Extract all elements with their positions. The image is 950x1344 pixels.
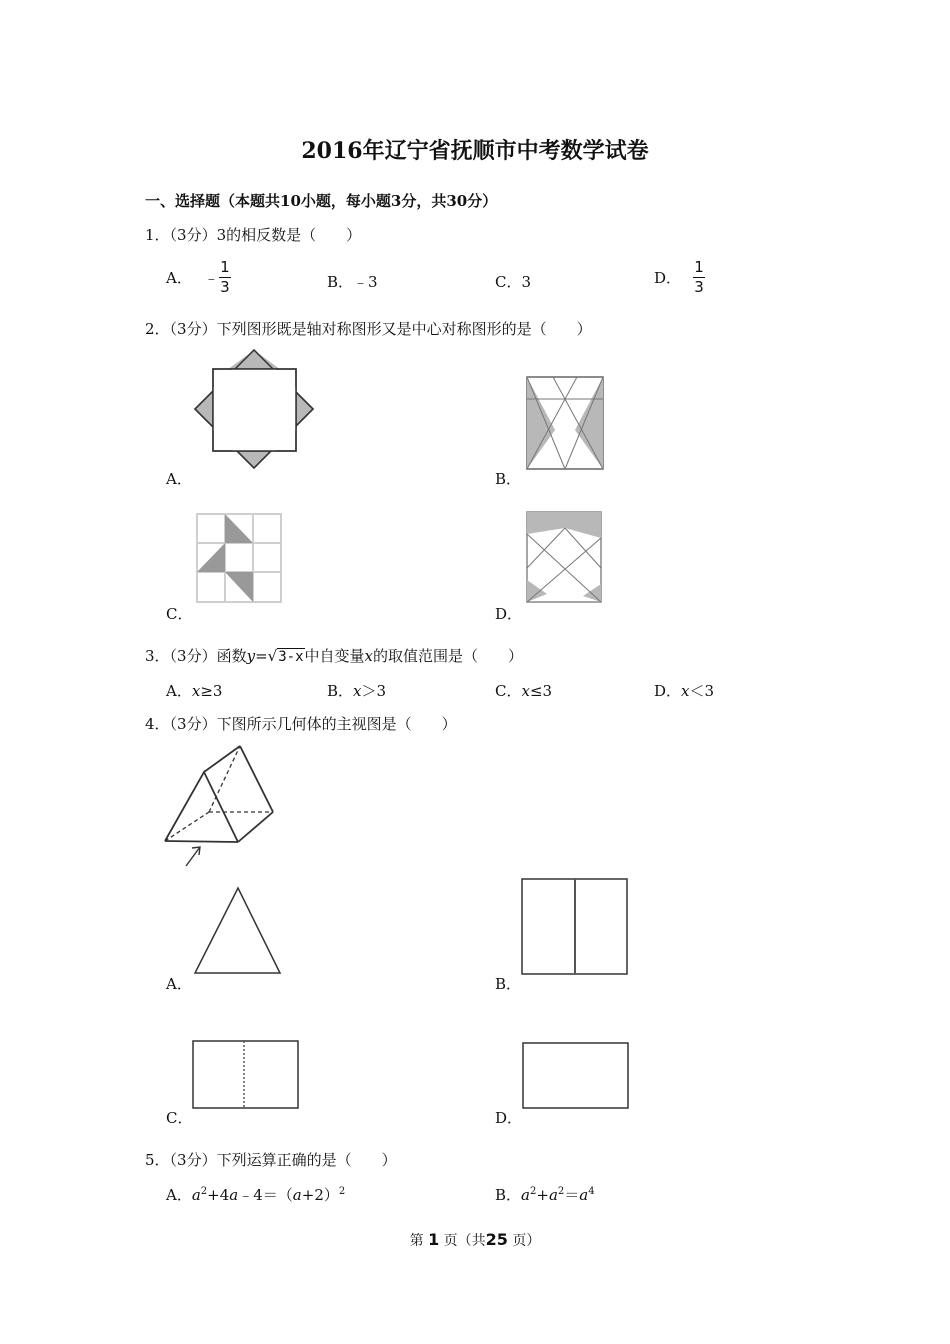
- q2-option-d: D．: [495, 605, 523, 623]
- q2-figure-d: [525, 508, 605, 606]
- option-relation: ≤3: [529, 682, 553, 700]
- expr-var: a: [229, 1186, 239, 1204]
- denominator: 3: [694, 278, 704, 296]
- expr-exp: 2: [200, 1186, 208, 1197]
- expr-var: a: [191, 1186, 201, 1204]
- option-label: D．: [654, 682, 682, 700]
- option-label: A．: [166, 1186, 192, 1204]
- option-variable: x: [521, 682, 530, 700]
- q2-figure-a: [193, 348, 315, 470]
- option-relation: ＞3: [361, 682, 387, 700]
- stem-prefix: 3．（3分）函数: [145, 647, 247, 665]
- q4-option-c: C．: [166, 1109, 193, 1127]
- q2-option-b: B．: [495, 470, 522, 488]
- q4-option-a: A．: [166, 975, 192, 993]
- q4-figure-c: [192, 1040, 300, 1110]
- sqrt-sign: √: [267, 647, 278, 665]
- q1-option-c: C．3: [495, 273, 532, 291]
- footer-text: 第: [409, 1233, 424, 1249]
- q4-option-d: D．: [495, 1109, 523, 1127]
- expr-var: a: [292, 1186, 302, 1204]
- q3-option-b: [327, 680, 386, 701]
- option-label: D．: [654, 269, 682, 287]
- footer-text: 页）: [512, 1233, 541, 1249]
- expr-exp: 2: [338, 1186, 346, 1197]
- page-title: 2016年辽宁省抚顺市中考数学试卷: [301, 138, 649, 164]
- radicand: 3-x: [278, 649, 304, 665]
- q2-option-a: A．: [166, 470, 192, 488]
- option-variable: x: [191, 682, 201, 700]
- option-relation: ＜3: [689, 682, 715, 700]
- fraction: [693, 260, 705, 295]
- q4-solid-figure: [162, 744, 280, 868]
- numerator: 1: [220, 258, 230, 276]
- question-5-stem: 5．（3分）下列运算正确的是（ ）: [145, 1151, 397, 1169]
- q4-figure-a: [193, 886, 283, 976]
- q3-option-a: [166, 680, 222, 701]
- option-label: B．: [327, 682, 354, 700]
- option-variable: x: [353, 682, 362, 700]
- stem-suffix: 的取值范围是（ ）: [373, 647, 524, 665]
- denominator: 3: [220, 278, 230, 296]
- section-heading: 一、选择题（本题共10小题，每小题3分，共30分）: [145, 192, 498, 210]
- fraction: [219, 260, 231, 295]
- expr-exp: 2: [529, 1186, 537, 1197]
- question-4-stem: 4．（3分）下图所示几何体的主视图是（ ）: [145, 715, 457, 733]
- variable-x: x: [364, 647, 373, 665]
- q2-figure-b: [525, 375, 605, 471]
- expr-exp: 4: [588, 1186, 595, 1197]
- expr-var: a: [521, 1186, 530, 1204]
- question-3-stem: [145, 645, 523, 666]
- q1-option-b: B．﹣3: [327, 273, 378, 291]
- option-relation: ≥3: [200, 682, 223, 700]
- option-label: B．: [495, 1186, 522, 1204]
- question-1-stem: 1．（3分）3的相反数是（ ）: [145, 226, 362, 244]
- q4-figure-b: [521, 878, 629, 976]
- q3-option-c: [495, 680, 552, 701]
- expr-var: a: [579, 1186, 589, 1204]
- q3-option-d: [654, 680, 714, 701]
- option-label: C．: [495, 682, 522, 700]
- question-2-stem: 2．（3分）下列图形既是轴对称图形又是中心对称图形的是（ ）: [145, 320, 592, 338]
- expr-text: ﹣4＝（: [238, 1186, 293, 1204]
- expr-var: a: [548, 1186, 558, 1204]
- q2-option-c: C．: [166, 605, 193, 623]
- q5-option-b: [495, 1184, 595, 1205]
- numerator: 1: [694, 258, 704, 276]
- q1-option-a: [166, 260, 231, 295]
- expr-exp: 2: [557, 1186, 565, 1197]
- q4-figure-d: [522, 1042, 630, 1110]
- variable-y: y: [246, 647, 256, 665]
- q4-option-b: B．: [495, 975, 522, 993]
- expr-text: +2）: [301, 1186, 339, 1204]
- minus-sign: ﹣: [203, 269, 219, 287]
- q5-option-a: [166, 1184, 345, 1205]
- expr-text: +: [536, 1186, 549, 1204]
- equals-sign: =: [255, 647, 268, 665]
- page-footer: [0, 1230, 950, 1250]
- total-pages: 25: [485, 1230, 508, 1249]
- option-label: A．: [166, 269, 192, 287]
- q2-figure-c: [195, 512, 283, 604]
- option-variable: x: [681, 682, 690, 700]
- expr-text: +4: [207, 1186, 230, 1204]
- expr-text: ＝: [564, 1186, 580, 1204]
- footer-text: 页（共: [443, 1233, 486, 1249]
- page-number: 1: [428, 1230, 440, 1249]
- q1-option-d: [654, 260, 705, 295]
- stem-middle: 中自变量: [304, 647, 365, 665]
- option-label: A．: [166, 682, 192, 700]
